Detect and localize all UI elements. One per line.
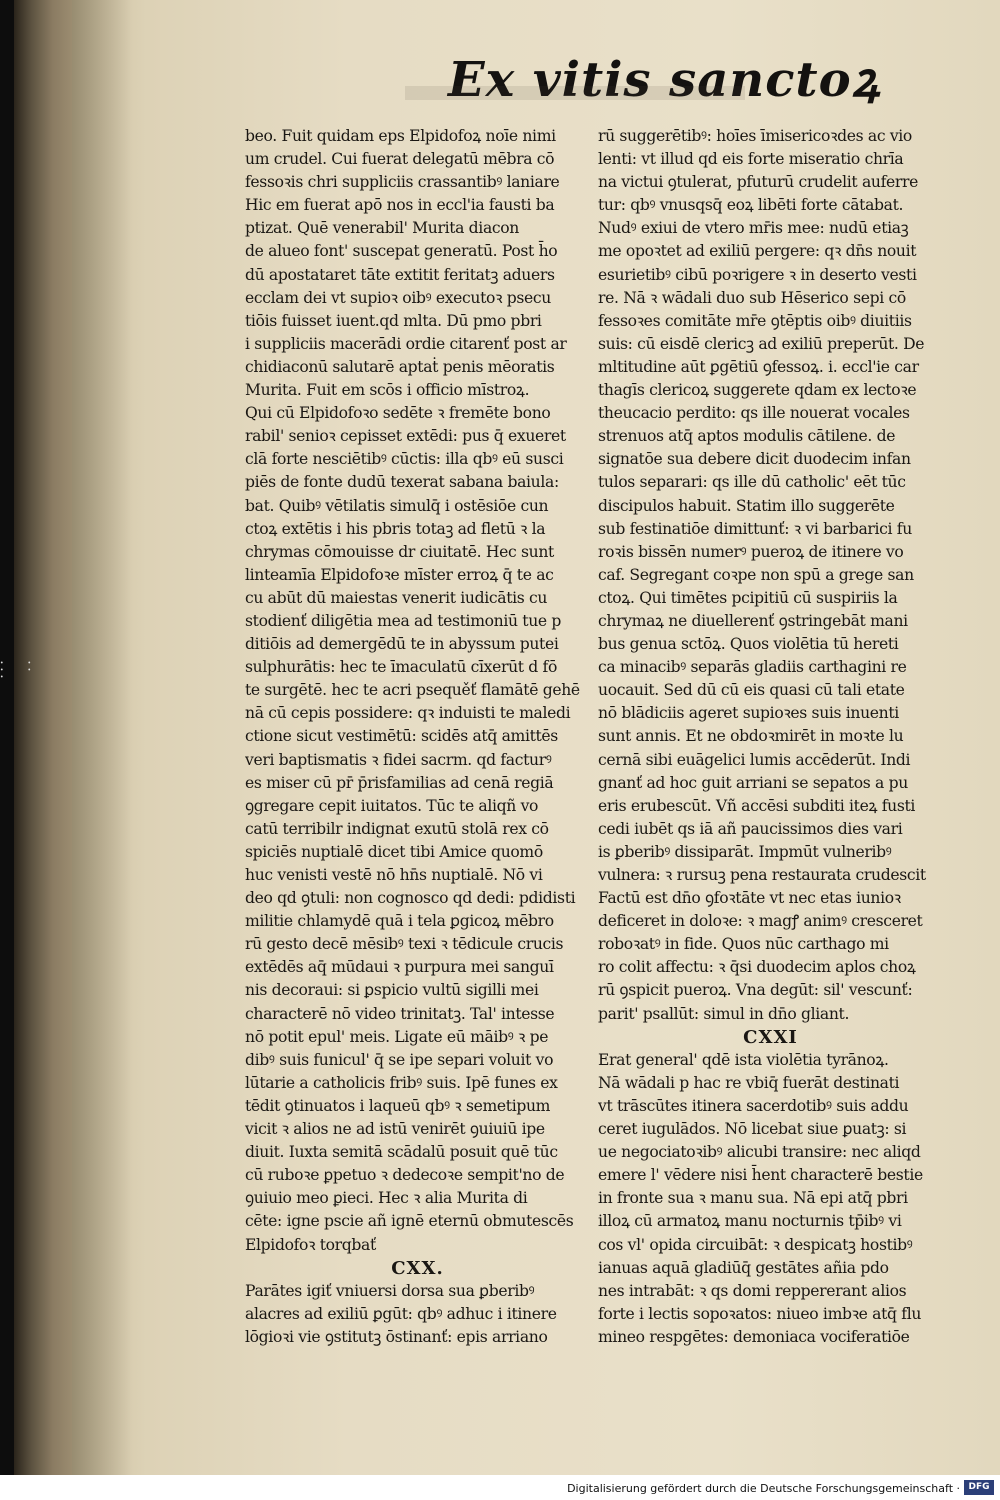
text-line: bus genua sctōꝝ. Quos violētia tū hereti — [598, 635, 899, 654]
text-line: lōgioꝛi vie ꝯstitutꝫ ōstinanť: epis arriano — [245, 1327, 548, 1346]
text-line: ditiōis ad demergēdū te in abyssum putei — [245, 635, 559, 654]
text-line: me opoꝛtet ad exiliū pergere: qꝛ dn̄s nouit — [598, 242, 917, 261]
text-line: ue negociatoꝛibꝰ alicubi transire: nec aliqd — [598, 1143, 921, 1162]
text-line: eris erubescūt. Vñ accēsi subditi iteꝝ fusti — [598, 796, 916, 815]
text-line: Elpidofoꝛ torqbať — [245, 1235, 376, 1254]
text-line: i suppliciis macerādi ordie citarenť post ar — [245, 334, 567, 353]
footer-bar — [0, 1475, 1000, 1500]
text-line: is ꝑberibꝰ dissiparāt. Impmūt vulneribꝰ — [598, 842, 892, 861]
text-line: cū ruboꝛe ꝑpetuo ꝛ dedecoꝛe sempit'no de — [245, 1166, 565, 1185]
text-line: cos vl' opida circuibāt: ꝛ despicatꝫ hostibꝰ — [598, 1235, 913, 1254]
text-line: Factū est dn̄o ꝯfoꝛtāte vt nec etas iunioꝛ — [598, 889, 901, 908]
text-line: nis decoraui: si ꝑspicio vultū sigilli mei — [245, 981, 539, 1000]
text-line: Parātes igiť vniuersi dorsa sua ꝑberibꝰ — [245, 1281, 535, 1300]
text-line: suis: cū eisdē clericꝫ ad exiliū preperūt. De — [598, 334, 925, 353]
text-line: linteamīa Elpidofoꝛe mīster erroꝝ q̄ te ac — [245, 565, 554, 584]
text-line: deficeret in doloꝛe: ꝛ magꝭ animꝰ cresceret — [598, 912, 923, 931]
text-line: parit' psallūt: simul in dn̄o gliant. — [598, 1004, 850, 1023]
text-line: illoꝝ cū armatoꝝ manu nocturnis tp̄ibꝰ vi — [598, 1212, 902, 1231]
text-line: ca minacibꝰ separās gladiis carthagini re — [598, 658, 907, 677]
text-line: discipulos habuit. Statim illo suggerēte — [598, 496, 895, 515]
gutter-shadow — [72, 0, 132, 1475]
text-line: lenti: vt illud qd eis forte miseratio chrīa — [598, 150, 904, 169]
text-line: theucacio perdito: qs ille nouerat vocales — [598, 404, 910, 423]
text-line: signatōe sua debere dicit duodecim infan — [598, 450, 911, 469]
scan-edge-dots: • • • • • — [0, 660, 42, 681]
left-text-column — [245, 125, 590, 1349]
text-line: cedi iubēt qs iā añ paucissimos dies vari — [598, 819, 903, 838]
text-line: Murita. Fuit em scōs i officio mīstroꝝ. — [245, 381, 530, 400]
text-line: cu abūt dū maiestas venerit iudicātis cu — [245, 588, 548, 607]
text-line: bat. Quibꝰ vētilatis simulq̄ i ostēsiōe cun — [245, 496, 549, 515]
text-line: ptizat. Quē venerabil' Murita diacon — [245, 219, 520, 238]
text-line: spiciēs nuptialē dicet tibi Amice quomō — [245, 842, 543, 861]
text-line: ecclam dei vt supioꝛ oibꝰ executoꝛ psecu — [245, 288, 551, 307]
text-line: ctione sicut vestimētū: scidēs atq̄ amittēs — [245, 727, 558, 746]
text-line: es miser cū pr̄ p̄risfamilias ad cenā regiā — [245, 773, 554, 792]
text-line: ctoꝝ. Qui timētes pcipitiū cū suspiriis la — [598, 588, 898, 607]
text-line: esurietibꝰ cibū poꝛrigere ꝛ in deserto vesti — [598, 265, 917, 284]
text-line: Qui cū Elpidofoꝛo sedēte ꝛ fremēte bono — [245, 404, 551, 423]
text-line: vt trāscūtes itinera sacerdotibꝰ suis addu — [598, 1096, 909, 1115]
text-line: chrymaꝝ ne diuellerenť ꝯstringebāt mani — [598, 611, 908, 630]
show-through-text — [405, 86, 745, 100]
text-line: stodienť diligētia mea ad testimoniū tue p — [245, 611, 562, 630]
text-line: chidiaconū salutarē aptaṫ penis mēoratis — [245, 357, 555, 376]
text-line: ianuas aquā gladiūq̄ gestātes añia pdo — [598, 1258, 889, 1277]
text-line: Erat general' qdē ista violētia tyrānoꝝ. — [598, 1050, 889, 1069]
text-line: clā forte nesciētibꝰ cūctis: illa qbꝰ eū susci — [245, 450, 564, 469]
text-line: dibꝰ suis funicul' q̄ se ipe separi voluit vo — [245, 1050, 554, 1069]
text-line: fessoꝛis chri suppliciis crassantibꝰ laniare — [245, 173, 560, 192]
text-line: in fronte sua ꝛ manu sua. Nā epi atq̄ pbri — [598, 1189, 908, 1208]
text-line: um crudel. Cui fuerat delegatū mēbra cō — [245, 150, 555, 169]
text-line: rabil' senioꝛ cepisset extēdi: pus q̄ exueret — [245, 427, 566, 446]
text-line: deo qd ꝯtuli: non cognosco qd dedi: pdidisti — [245, 889, 576, 908]
text-line: catū terribilr indignat exutū stolā rex cō — [245, 819, 549, 838]
text-line: rū suggerētibꝰ: hoīes īmisericoꝛdes ac vio — [598, 127, 912, 145]
text-line: militie chlamydē quā i tela ꝑgicoꝝ mēbro — [245, 912, 554, 931]
text-line: huc venisti vestē nō hn̄s nuptialē. Nō vi — [245, 866, 543, 884]
text-line: rū gesto decē mēsibꝰ texi ꝛ tēdicule crucis — [245, 935, 564, 954]
text-line: nō potit epul' meis. Ligate eū māibꝰ ꝛ pe — [245, 1027, 549, 1046]
text-line: caf. Segregant coꝛpe non spū a grege san — [598, 565, 914, 584]
text-line: characterē nō video trinitatꝫ. Tal' intesse — [245, 1004, 555, 1023]
text-line: uocauit. Sed dū cū eis quasi cū tali etate — [598, 681, 905, 700]
text-line: ceret iugulādos. Nō licebat siue ꝑuatꝫ: si — [598, 1120, 907, 1139]
text-line: nes intrabāt: ꝛ qs domi reppererant alios — [598, 1281, 907, 1300]
text-line: alacres ad exiliū ꝑgūt: qbꝰ adhuc i itinere — [245, 1304, 557, 1323]
text-line: strenuos atq̄ aptos modulis cātilene. de — [598, 427, 896, 446]
text-line: mineo respgētes: demoniaca vociferatiōe — [598, 1327, 910, 1346]
text-line: ro colit affectu: ꝛ q̄si duodecim aplos choꝝ — [598, 958, 916, 977]
text-line: sub festinatiōe dimittunť: ꝛ vi barbarici fu — [598, 519, 912, 538]
text-line: forte i lectis sopoꝛatos: niueo imbꝛe atq̄ flu — [598, 1304, 922, 1323]
text-line: ꝯuiuio meo ꝑieci. Hec ꝛ alia Murita di — [245, 1189, 528, 1208]
text-line: cernā sibi euāgelici lumis accēderūt. Indi — [598, 750, 911, 769]
text-line: thagīs clericoꝝ suggerete qdam ex lectoꝛe — [598, 381, 917, 400]
text-line: de alueo font' suscepat generatū. Post h̄o — [245, 242, 558, 261]
chapter-number: CXX. — [391, 1257, 444, 1279]
text-line: sunt annis. Et ne obdoꝛmirēt in moꝛte lu — [598, 727, 904, 746]
text-line: ꝯgregare cepit iuitatos. Tūc te aliqñ vo — [245, 796, 539, 815]
text-line: gnanť ad hoc guit arriani se sepatos a pu — [598, 773, 908, 792]
text-line: beo. Fuit quidam eps Elpidofoꝝ noīe nimi — [245, 127, 556, 145]
text-line: chrymas cōmouisse dr ciuitatē. Hec sunt — [245, 542, 554, 561]
text-line: rū ꝯspicit pueroꝝ. Vna degūt: sil' vescunť: — [598, 981, 913, 1000]
text-line: dū apostataret tāte extitit feritatꝫ aduers — [245, 265, 555, 284]
text-line: na victui ꝯtulerat, pfuturū crudelit auferre — [598, 173, 918, 192]
right-text-column — [598, 125, 943, 1349]
dfg-logo[interactable]: DFG — [964, 1480, 994, 1495]
text-line: vicit ꝛ alios ne ad istū venirēt ꝯuiuiū ipe — [245, 1120, 545, 1139]
text-line: re. Nā ꝛ wādali duo sub Hēserico sepi cō — [598, 288, 906, 307]
running-head: Ex vitis sanctoꝝ — [448, 52, 881, 108]
text-line: cēte: igne pscie añ ignē eternū obmutescēs — [245, 1212, 574, 1231]
text-line: vulnera: ꝛ rursuꝫ pena restaurata crudescit — [598, 866, 926, 884]
text-line: sulphurātis: hec te īmaculatū cīxerūt d fō — [245, 658, 557, 677]
chapter-number: CXXI — [743, 1026, 798, 1048]
text-line: Nudꝰ exiui de vtero mr̄is mee: nudū etiaꝫ — [598, 219, 909, 238]
text-line: roboꝛatꝰ in fide. Quos nūc carthago mi — [598, 935, 889, 954]
text-line: te surgētē. hec te acri psequěť flamātē gehē — [245, 681, 580, 700]
text-line: tur: qbꝰ vnusqsq̄ eoꝝ libēti forte cātabat. — [598, 196, 904, 215]
text-line: veri baptismatis ꝛ fidei sacrm. qd facturꝰ — [245, 750, 552, 769]
text-line: nō blādiciis ageret supioꝛes suis inuenti — [598, 704, 899, 723]
text-line: fessoꝛes comitāte mr̄e ꝯtēptis oibꝰ diuitiis — [598, 311, 912, 330]
text-line: emere l' vēdere nisi h̄ent characterē bestie — [598, 1166, 923, 1185]
funding-notice: Digitalisierung gefördert durch die Deutsche Forschungsgemeinschaft · — [567, 1482, 960, 1495]
text-line: tulos separari: qs ille dū catholic' eēt tūc — [598, 473, 906, 492]
text-line: lūtarie a catholicis fribꝰ suis. Ipē funes ex — [245, 1073, 558, 1092]
text-line: Hic em fuerat apō nos in eccl'ia fausti ba — [245, 196, 555, 215]
text-line: ctoꝝ extētis i his pbris totaꝫ ad fletū ꝛ la — [245, 519, 546, 538]
text-line: Nā wādali p hac re vbiq̄ fuerāt destinati — [598, 1073, 900, 1092]
text-line: tiōis fuisset iuent.qd mlta. Dū pmo pbri — [245, 311, 542, 330]
text-line: diuit. Iuxta semitā scādalū posuit quē tūc — [245, 1143, 558, 1162]
text-line: mltitudine aūt ꝑgētiū ꝯfessoꝝ. i. eccl'ie car — [598, 357, 919, 376]
text-line: nā cū cepis possidere: qꝛ induisti te maledi — [245, 704, 571, 723]
text-line: piēs de fonte dudū texerat sabana baiula: — [245, 473, 559, 492]
text-line: extēdēs aq̄ mūdaui ꝛ purpura mei sanguī — [245, 958, 554, 977]
text-line: roꝛis bissēn numerꝰ pueroꝝ de itinere vo — [598, 542, 904, 561]
text-line: tēdit ꝯtinuatos i laqueū qbꝰ ꝛ semetipum — [245, 1096, 551, 1115]
